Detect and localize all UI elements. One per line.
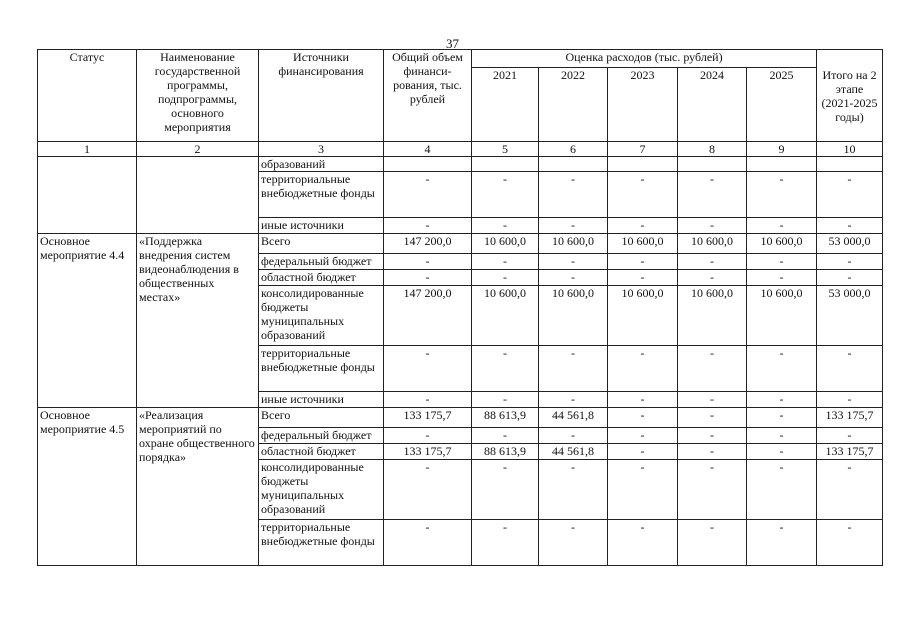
- amount-cell: -: [608, 428, 678, 444]
- amount-cell: -: [817, 254, 883, 270]
- amount-cell: -: [678, 408, 747, 428]
- measure-status: Основное мероприятие 4.4: [38, 234, 137, 408]
- amount-cell: 44 561,8: [539, 444, 608, 460]
- column-number: 1: [38, 142, 137, 157]
- column-number: 9: [747, 142, 817, 157]
- header-sources: Источники финансирования: [259, 50, 384, 142]
- funding-source: территориальные внебюджетные фонды: [259, 520, 384, 566]
- amount-cell: -: [539, 520, 608, 566]
- amount-cell: 53 000,0: [817, 286, 883, 346]
- amount-cell: -: [747, 408, 817, 428]
- amount-cell: -: [539, 428, 608, 444]
- amount-cell: -: [472, 270, 539, 286]
- funding-source: консолидированные бюджеты муниципальных образований: [259, 286, 384, 346]
- amount-cell: -: [608, 392, 678, 408]
- funding-source: областной бюджет: [259, 270, 384, 286]
- amount-cell: [472, 157, 539, 172]
- header-status: Статус: [38, 50, 137, 142]
- amount-cell: -: [472, 346, 539, 392]
- amount-cell: -: [539, 270, 608, 286]
- header-estimate: Оценка расходов (тыс. рублей): [472, 50, 817, 68]
- header-year: 2025: [747, 68, 817, 142]
- amount-cell: 133 175,7: [817, 444, 883, 460]
- amount-cell: -: [747, 172, 817, 218]
- amount-cell: -: [384, 254, 472, 270]
- program-cell-empty: [137, 157, 259, 234]
- amount-cell: -: [384, 218, 472, 234]
- amount-cell: 53 000,0: [817, 234, 883, 254]
- table-row: [38, 234, 883, 254]
- amount-cell: -: [539, 172, 608, 218]
- amount-cell: 147 200,0: [384, 234, 472, 254]
- amount-cell: -: [608, 460, 678, 520]
- column-number: 5: [472, 142, 539, 157]
- header-stage-total: Итого на 2 этапе (2021-2025 годы): [817, 50, 883, 142]
- funding-source: областной бюджет: [259, 444, 384, 460]
- column-numbers-row: [38, 142, 883, 157]
- amount-cell: -: [678, 392, 747, 408]
- amount-cell: -: [817, 392, 883, 408]
- amount-cell: [678, 157, 747, 172]
- amount-cell: -: [539, 218, 608, 234]
- amount-cell: -: [678, 520, 747, 566]
- amount-cell: -: [539, 254, 608, 270]
- amount-cell: -: [472, 218, 539, 234]
- amount-cell: -: [678, 346, 747, 392]
- amount-cell: -: [472, 460, 539, 520]
- amount-cell: -: [678, 218, 747, 234]
- status-cell-empty: [38, 157, 137, 234]
- amount-cell: -: [747, 460, 817, 520]
- amount-cell: -: [747, 254, 817, 270]
- amount-cell: -: [678, 460, 747, 520]
- funding-source: федеральный бюджет: [259, 428, 384, 444]
- funding-source: иные источники: [259, 218, 384, 234]
- amount-cell: -: [384, 392, 472, 408]
- amount-cell: 147 200,0: [384, 286, 472, 346]
- amount-cell: 10 600,0: [539, 234, 608, 254]
- amount-cell: 88 613,9: [472, 408, 539, 428]
- amount-cell: -: [678, 444, 747, 460]
- amount-cell: 10 600,0: [539, 286, 608, 346]
- amount-cell: -: [608, 270, 678, 286]
- amount-cell: -: [472, 254, 539, 270]
- amount-cell: -: [747, 218, 817, 234]
- header-program: Наименование государственной программы, подпрограммы, основного мероприятия: [137, 50, 259, 142]
- amount-cell: -: [608, 444, 678, 460]
- amount-cell: -: [747, 346, 817, 392]
- amount-cell: -: [384, 428, 472, 444]
- amount-cell: 10 600,0: [678, 234, 747, 254]
- column-number: 6: [539, 142, 608, 157]
- amount-cell: -: [384, 270, 472, 286]
- funding-source: Всего: [259, 408, 384, 428]
- table-row: [38, 408, 883, 428]
- amount-cell: -: [608, 520, 678, 566]
- funding-source: консолидированные бюджеты муниципальных образований: [259, 460, 384, 520]
- column-number: 7: [608, 142, 678, 157]
- amount-cell: -: [472, 172, 539, 218]
- amount-cell: -: [678, 254, 747, 270]
- amount-cell: -: [678, 172, 747, 218]
- amount-cell: -: [817, 270, 883, 286]
- amount-cell: -: [539, 460, 608, 520]
- funding-source: территориальные внебюджетные фонды: [259, 172, 384, 218]
- amount-cell: -: [608, 254, 678, 270]
- amount-cell: -: [539, 346, 608, 392]
- funding-source: иные источники: [259, 392, 384, 408]
- measure-name: «Поддержка внедрения систем видеонаблюдения в общественных местах»: [137, 234, 259, 408]
- amount-cell: -: [817, 520, 883, 566]
- column-number: 3: [259, 142, 384, 157]
- amount-cell: -: [608, 346, 678, 392]
- amount-cell: 133 175,7: [384, 444, 472, 460]
- measure-name: «Реализация мероприятий по охране общественного порядка»: [137, 408, 259, 566]
- amount-cell: -: [747, 428, 817, 444]
- table-row: [38, 157, 883, 172]
- column-number: 10: [817, 142, 883, 157]
- amount-cell: -: [608, 408, 678, 428]
- budget-table: [37, 49, 883, 566]
- header-year: 2021: [472, 68, 539, 142]
- amount-cell: -: [747, 270, 817, 286]
- page-number: 37: [446, 36, 459, 51]
- amount-cell: -: [472, 392, 539, 408]
- amount-cell: 10 600,0: [472, 234, 539, 254]
- amount-cell: 133 175,7: [384, 408, 472, 428]
- amount-cell: -: [384, 346, 472, 392]
- amount-cell: 10 600,0: [747, 234, 817, 254]
- header-year: 2023: [608, 68, 678, 142]
- amount-cell: -: [678, 270, 747, 286]
- amount-cell: -: [817, 460, 883, 520]
- amount-cell: 133 175,7: [817, 408, 883, 428]
- amount-cell: -: [817, 172, 883, 218]
- amount-cell: 10 600,0: [472, 286, 539, 346]
- header-year: 2022: [539, 68, 608, 142]
- amount-cell: -: [817, 218, 883, 234]
- amount-cell: [817, 157, 883, 172]
- amount-cell: -: [539, 392, 608, 408]
- amount-cell: -: [472, 428, 539, 444]
- amount-cell: 88 613,9: [472, 444, 539, 460]
- funding-source: федеральный бюджет: [259, 254, 384, 270]
- measure-status: Основное мероприятие 4.5: [38, 408, 137, 566]
- funding-source: образований: [259, 157, 384, 172]
- amount-cell: -: [747, 444, 817, 460]
- amount-cell: 10 600,0: [747, 286, 817, 346]
- amount-cell: -: [817, 346, 883, 392]
- amount-cell: -: [747, 520, 817, 566]
- amount-cell: -: [608, 172, 678, 218]
- column-number: 4: [384, 142, 472, 157]
- funding-source: территориальные внебюджетные фонды: [259, 346, 384, 392]
- amount-cell: 10 600,0: [608, 286, 678, 346]
- amount-cell: -: [384, 460, 472, 520]
- amount-cell: -: [678, 428, 747, 444]
- funding-source: Всего: [259, 234, 384, 254]
- amount-cell: 10 600,0: [678, 286, 747, 346]
- amount-cell: -: [384, 520, 472, 566]
- column-number: 8: [678, 142, 747, 157]
- amount-cell: 10 600,0: [608, 234, 678, 254]
- column-number: 2: [137, 142, 259, 157]
- amount-cell: -: [384, 172, 472, 218]
- amount-cell: 44 561,8: [539, 408, 608, 428]
- amount-cell: -: [608, 218, 678, 234]
- header-total: Общий объем финанси-рования, тыс. рублей: [384, 50, 472, 142]
- amount-cell: [384, 157, 472, 172]
- amount-cell: -: [747, 392, 817, 408]
- amount-cell: [747, 157, 817, 172]
- header-year: 2024: [678, 68, 747, 142]
- amount-cell: [608, 157, 678, 172]
- amount-cell: [539, 157, 608, 172]
- amount-cell: -: [817, 428, 883, 444]
- amount-cell: -: [472, 520, 539, 566]
